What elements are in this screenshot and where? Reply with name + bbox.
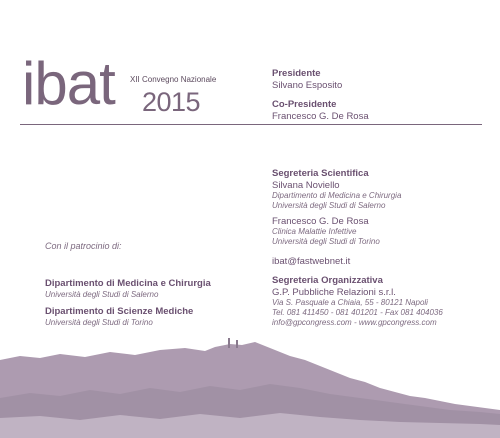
patrocinio-dept2-name: Dipartimento di Scienze Mediche [45,306,194,317]
co-presidente-name: Francesco G. De Rosa [272,111,369,122]
logo-subtitle: XII Convegno Nazionale [130,75,217,84]
segreteria-scientifica-label: Segreteria Scientifica [272,168,369,179]
patrocinio-dept1-name: Dipartimento di Medicina e Chirurgia [45,278,211,289]
ss-person1-name: Silvana Noviello [272,180,340,191]
so-address: Via S. Pasquale a Chiaia, 55 - 80121 Napoli [272,298,428,307]
ss-person2-dept: Clinica Malattie Infettive [272,227,357,236]
city-skyline-illustration [0,338,500,438]
so-phones: Tel. 081 411450 - 081 401201 - Fax 081 404036 [272,308,443,317]
ss-person2-univ: Università degli Studi di Torino [272,237,380,246]
ss-person1-dept: Dipartimento di Medicina e Chirurgia [272,191,402,200]
ss-email-link[interactable]: ibat@fastwebnet.it [272,256,351,267]
ss-person2-name: Francesco G. De Rosa [272,216,369,227]
so-web-links[interactable]: info@gpcongress.com - www.gpcongress.com [272,318,437,327]
co-presidente-label: Co-Presidente [272,99,337,110]
logo-wordmark: ibat [22,50,115,117]
presidente-label: Presidente [272,68,321,79]
ss-person1-univ: Università degli Studi di Salerno [272,201,386,210]
logo-year: 2015 [142,87,201,117]
presidente-name: Silvano Esposito [272,80,343,91]
patrocinio-dept1-univ: Università degli Studi di Salerno [45,290,159,299]
header-rule [20,124,482,125]
patrocinio-intro: Con il patrocinio di: [45,241,122,251]
so-company: G.P. Pubbliche Relazioni s.r.l. [272,287,396,298]
patrocinio-dept2-univ: Università degli Studi di Torino [45,318,153,327]
segreteria-organizzativa-label: Segreteria Organizzativa [272,275,383,286]
